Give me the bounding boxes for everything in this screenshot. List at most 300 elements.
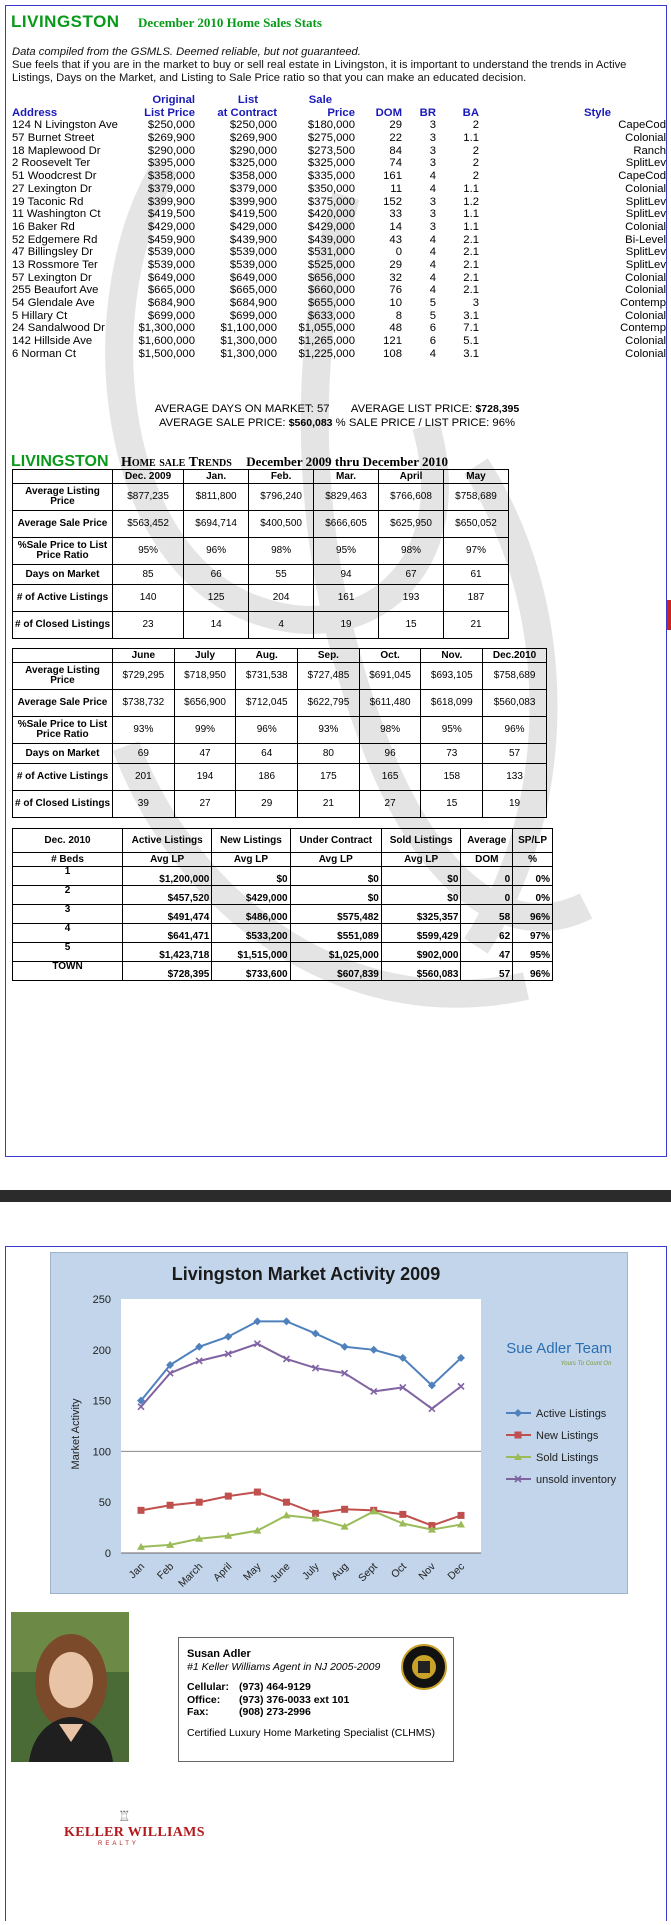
row-label: Average Listing Price [13, 663, 113, 690]
sale-sale: $1,055,000 [298, 322, 355, 335]
row-label: Average Listing Price [13, 484, 113, 511]
table-row [13, 663, 547, 690]
sale-ba: 1.1 [463, 220, 479, 233]
beds-cell: $599,429 [381, 924, 461, 943]
sale-br: 3 [429, 119, 436, 132]
chart-canvas [51, 1253, 629, 1595]
sale-addr: 19 Taconic Rd [12, 195, 84, 208]
sale-list: $358,000 [229, 170, 277, 183]
sale-addr: 54 Glendale Ave [12, 297, 95, 309]
sale-list: $269,900 [229, 132, 277, 145]
col-sale: Price [327, 106, 355, 119]
beds-cell: 0 [461, 867, 513, 886]
trends-label: Home sale Trends [120, 455, 232, 470]
beds-count: 4 [13, 924, 123, 943]
sale-ba: 3.1 [463, 347, 479, 360]
table-cell: 64 [236, 744, 298, 764]
sale-row [12, 170, 666, 183]
table-cell: 21 [444, 612, 509, 639]
table-cell: 125 [184, 585, 249, 612]
sale-br: 4 [429, 233, 436, 246]
beds-row [13, 886, 553, 905]
sale-addr: 5 Hillary Ct [12, 309, 68, 322]
beds-cell: $1,423,718 [123, 943, 212, 962]
beds-cell: $429,000 [212, 886, 290, 905]
sale-addr: 142 Hillside Ave [12, 335, 93, 348]
table-cell: 96 [359, 744, 421, 764]
sale-addr: 18 Maplewood Dr [12, 144, 101, 157]
x-tick-label: Jan [126, 1560, 148, 1582]
award-seal-icon [401, 1644, 447, 1690]
sale-list: $1,100,000 [220, 322, 277, 335]
table-cell: 80 [298, 744, 360, 764]
sale-list: $250,000 [229, 119, 277, 132]
beds-header: Under Contract [290, 829, 381, 853]
sale-addr: 6 Norman Ct [12, 347, 77, 360]
table-cell: $694,714 [184, 511, 249, 538]
business-card [178, 1637, 454, 1762]
sale-dom: 76 [389, 284, 402, 297]
table-cell: 98% [249, 538, 314, 565]
sale-ba: 3.1 [463, 309, 479, 322]
beds-cell: 96% [513, 962, 553, 981]
sale-row [12, 183, 666, 196]
sale-dom: 10 [389, 297, 402, 309]
table-cell: 95% [421, 717, 483, 744]
certification: Certified Luxury Home Marketing Specialist (CLHMS) [187, 1726, 435, 1739]
sales-header-top [12, 94, 666, 107]
sale-row [12, 246, 666, 259]
data-point [138, 1507, 145, 1514]
office-label: Office: [187, 1693, 221, 1706]
beds-cell: $607,839 [290, 962, 381, 981]
table-cell: $731,538 [236, 663, 298, 690]
beds-subheader: Avg LP [212, 853, 290, 867]
beds-cell: $0 [381, 867, 461, 886]
intro-text [12, 46, 664, 85]
sale-list: $399,900 [229, 195, 277, 208]
table-cell: $650,052 [444, 511, 509, 538]
table-cell: 94 [314, 565, 379, 585]
sale-style: CapeCod [618, 119, 666, 132]
beds-cell: $551,089 [290, 924, 381, 943]
sale-sale: $273,500 [307, 144, 355, 157]
beds-header: Sold Listings [381, 829, 461, 853]
sale-dom: 22 [389, 132, 402, 145]
sale-row [12, 208, 666, 221]
sale-list: $379,000 [229, 182, 277, 195]
data-point [254, 1489, 261, 1496]
row-label: Days on Market [13, 744, 113, 764]
report-subtitle: December 2010 Home Sales Stats [138, 15, 322, 30]
sale-dom: 32 [389, 271, 402, 284]
table-cell: 61 [444, 565, 509, 585]
sale-br: 3 [429, 132, 436, 145]
sale-style: Colonial [625, 132, 666, 145]
table-cell: 133 [483, 764, 547, 791]
x-tick-label: March [176, 1560, 206, 1590]
beds-row [13, 905, 553, 924]
table-row [13, 764, 547, 791]
sale-orig: $250,000 [147, 119, 195, 132]
sale-ba: 2.1 [463, 271, 479, 284]
sale-ba: 2 [472, 119, 479, 132]
table-cell: 98% [359, 717, 421, 744]
table-row [13, 744, 547, 764]
x-tick-label: June [267, 1560, 293, 1586]
table-cell: $400,500 [249, 511, 314, 538]
sale-orig: $269,900 [147, 132, 195, 145]
row-label: Average Sale Price [13, 511, 113, 538]
table-cell: 96% [483, 717, 547, 744]
avg-dom: 57 [316, 403, 330, 415]
sale-row [12, 259, 666, 272]
sale-sale: $1,265,000 [298, 335, 355, 348]
sale-list: $699,000 [229, 309, 277, 322]
table-row [13, 538, 509, 565]
sale-list: $665,000 [229, 284, 277, 297]
sale-row [12, 322, 666, 335]
table-row [13, 791, 547, 818]
sale-br: 4 [429, 347, 436, 360]
month-header: Dec.2010 [483, 649, 547, 663]
table-row [13, 565, 509, 585]
sale-br: 4 [429, 182, 436, 195]
table-cell: 97% [444, 538, 509, 565]
beds-cell: $491,474 [123, 905, 212, 924]
col-list: at Contract [217, 106, 277, 119]
sale-orig: $290,000 [147, 144, 195, 157]
table-cell: 161 [314, 585, 379, 612]
table-cell: $829,463 [314, 484, 379, 511]
sale-list: $539,000 [229, 246, 277, 259]
table-row [13, 612, 509, 639]
sale-addr: 16 Baker Rd [12, 220, 75, 233]
sale-br: 3 [429, 208, 436, 221]
beds-cell: 97% [513, 924, 553, 943]
x-tick-label: Dec [445, 1560, 468, 1583]
table-cell: $691,045 [359, 663, 421, 690]
beds-count: 3 [13, 905, 123, 924]
data-point [458, 1512, 465, 1519]
table-corner [13, 470, 113, 484]
col-orig-top: Original [152, 94, 195, 106]
sale-addr: 47 Billingsley Dr [12, 246, 93, 259]
beds-subheader: DOM [461, 853, 513, 867]
month-header: May [444, 470, 509, 484]
sale-style: Bi-Level [625, 233, 666, 246]
sale-row [12, 157, 666, 170]
sale-dom: 29 [389, 258, 402, 271]
table-cell: 21 [298, 791, 360, 818]
sale-row [12, 284, 666, 297]
avg-list-label: AVERAGE LIST PRICE: [350, 403, 473, 415]
sale-dom: 84 [389, 144, 402, 157]
x-tick-label: Sept [356, 1560, 380, 1585]
sale-row [12, 221, 666, 234]
row-label: # of Closed Listings [13, 612, 113, 639]
sale-addr: 27 Lexington Dr [12, 182, 92, 195]
row-label: # of Active Listings [13, 585, 113, 612]
table-cell: 73 [421, 744, 483, 764]
keller-williams-sub: REALTY [98, 1841, 139, 1847]
trends-title: LIVINGSTON [11, 453, 109, 470]
table-row [13, 717, 547, 744]
beds-cell: $486,000 [212, 905, 290, 924]
sale-style: Colonial [625, 335, 666, 348]
table-cell: $693,105 [421, 663, 483, 690]
sale-br: 4 [429, 271, 436, 284]
table-row [13, 585, 509, 612]
month-header: Dec. 2009 [113, 470, 184, 484]
table-cell: 95% [113, 538, 184, 565]
team-tagline: Yours To Count On [560, 1361, 612, 1367]
sale-ba: 7.1 [463, 322, 479, 335]
sale-sale: $375,000 [307, 195, 355, 208]
col-ba: BA [462, 106, 479, 119]
intro-body: Sue feels that if you are in the market to buy or sell real estate in Livingston, it is important to understand the trends in Active Listings, Days on the Market, and Listing to Sale Price ratio so that you can make an educated decision. [12, 59, 627, 84]
table-cell: 85 [113, 565, 184, 585]
avg-sale-label: AVERAGE SALE PRICE: [158, 417, 286, 429]
sale-row [12, 297, 666, 310]
beds-count: TOWN [13, 962, 123, 981]
legend-label: unsold inventory [536, 1474, 617, 1486]
x-tick-label: Oct [388, 1560, 409, 1581]
table-cell: 47 [174, 744, 236, 764]
sale-ba: 5.1 [463, 335, 479, 348]
beds-cell: 0% [513, 867, 553, 886]
sale-sale: $660,000 [307, 284, 355, 297]
sale-ba: 3 [472, 297, 479, 309]
agent-name: Susan Adler [187, 1648, 251, 1660]
table-cell: $877,235 [113, 484, 184, 511]
table-cell: $811,800 [184, 484, 249, 511]
avg-list: $728,395 [475, 403, 520, 415]
sale-addr: 51 Woodcrest Dr [12, 170, 97, 183]
sale-style: Colonial [625, 347, 666, 360]
table-cell: 4 [249, 612, 314, 639]
sale-orig: $665,000 [147, 284, 195, 297]
sale-list: $419,500 [229, 208, 277, 221]
sale-orig: $379,000 [147, 182, 195, 195]
y-tick-label: 0 [104, 1548, 111, 1560]
sale-sale: $420,000 [307, 208, 355, 221]
y-tick-label: 50 [98, 1497, 111, 1510]
table-corner [13, 649, 113, 663]
sales-list [12, 94, 666, 360]
table-cell: 194 [174, 764, 236, 791]
table-cell: 55 [249, 565, 314, 585]
sale-br: 3 [429, 144, 436, 157]
table-cell: 98% [379, 538, 444, 565]
beds-cell: 58 [461, 905, 513, 924]
col-dom: DOM [375, 106, 402, 119]
month-header: Sep. [298, 649, 360, 663]
sale-dom: 29 [389, 119, 402, 132]
row-label: Average Sale Price [13, 690, 113, 717]
beds-cell: 0 [461, 886, 513, 905]
row-label: # of Closed Listings [13, 791, 113, 818]
table-row [13, 690, 547, 717]
table-cell: 193 [379, 585, 444, 612]
beds-cell: $902,000 [381, 943, 461, 962]
sale-orig: $399,900 [147, 195, 195, 208]
table-cell: 19 [314, 612, 379, 639]
sale-br: 4 [429, 170, 436, 183]
sale-style: Colonial [625, 182, 666, 195]
sale-orig: $684,900 [147, 297, 195, 309]
table-cell: 204 [249, 585, 314, 612]
beds-row [13, 867, 553, 886]
table-cell: 69 [113, 744, 175, 764]
beds-cell: $0 [290, 886, 381, 905]
sale-style: SplitLev [625, 157, 666, 170]
beds-label: # Beds [13, 853, 123, 867]
trends-range: December 2009 thru December 2010 [246, 454, 448, 469]
table-cell: $563,452 [113, 511, 184, 538]
beds-subheader: Avg LP [123, 853, 212, 867]
beds-cell: $728,395 [123, 962, 212, 981]
beds-cell: 62 [461, 924, 513, 943]
sale-ba: 2.1 [463, 284, 479, 297]
beds-row [13, 943, 553, 962]
cell-label: Cellular: [187, 1681, 230, 1693]
table-cell: 57 [483, 744, 547, 764]
x-tick-label: May [240, 1560, 264, 1584]
month-header: Nov. [421, 649, 483, 663]
table-cell: $625,950 [379, 511, 444, 538]
x-tick-label: Feb [154, 1560, 177, 1582]
beds-corner: Dec. 2010 [13, 829, 123, 853]
edge-marker [667, 600, 671, 630]
sale-br: 4 [429, 258, 436, 271]
sale-orig: $1,500,000 [138, 347, 195, 360]
sale-dom: 161 [383, 170, 402, 183]
y-tick-label: 150 [92, 1395, 111, 1408]
data-point [196, 1499, 203, 1506]
table-cell: 95% [314, 538, 379, 565]
table-cell: 14 [184, 612, 249, 639]
sale-orig: $1,600,000 [138, 335, 195, 348]
table-cell: $666,605 [314, 511, 379, 538]
legend-label: New Listings [536, 1430, 599, 1442]
sale-addr: 24 Sandalwood Dr [12, 322, 105, 335]
avg-sale: $560,083 [288, 417, 333, 429]
legend-marker [514, 1409, 522, 1417]
sale-addr: 57 Lexington Dr [12, 271, 92, 284]
beds-cell: $641,471 [123, 924, 212, 943]
report-title: LIVINGSTON [11, 12, 120, 31]
table-cell: 39 [113, 791, 175, 818]
sale-row [12, 119, 666, 132]
beds-cell: $575,482 [290, 905, 381, 924]
table-cell: $656,900 [174, 690, 236, 717]
col-br: BR [419, 106, 436, 119]
beds-cell: $533,200 [212, 924, 290, 943]
x-tick-label: Aug [329, 1560, 351, 1583]
avg-ratio: 96% [492, 417, 516, 429]
table-cell: $727,485 [298, 663, 360, 690]
sale-dom: 43 [389, 233, 402, 246]
data-point [167, 1502, 174, 1509]
sale-ba: 1.1 [463, 132, 479, 145]
sale-style: Colonial [625, 271, 666, 284]
beds-count: 5 [13, 943, 123, 962]
sale-br: 5 [429, 309, 436, 322]
row-label: %Sale Price to List Price Ratio [13, 717, 113, 744]
beds-header: SP/LP [513, 829, 553, 853]
agent-tagline: #1 Keller Williams Agent in NJ 2005-2009 [187, 1660, 381, 1673]
beds-row [13, 962, 553, 981]
sale-style: SplitLev [625, 258, 666, 271]
table-cell: $622,795 [298, 690, 360, 717]
sale-list: $539,000 [229, 258, 277, 271]
sale-ba: 1.2 [463, 195, 479, 208]
beds-cell: $0 [290, 867, 381, 886]
sale-sale: $180,000 [307, 119, 355, 132]
beds-count: 2 [13, 886, 123, 905]
sale-orig: $429,000 [147, 220, 195, 233]
sale-dom: 74 [389, 157, 402, 170]
sale-style: Colonial [625, 284, 666, 297]
sale-sale: $655,000 [307, 297, 355, 309]
y-tick-label: 200 [92, 1344, 111, 1357]
sale-sale: $1,225,000 [298, 347, 355, 360]
row-label: Days on Market [13, 565, 113, 585]
table-cell: 99% [174, 717, 236, 744]
sale-addr: 124 N Livingston Ave [12, 119, 118, 132]
beds-header: New Listings [212, 829, 290, 853]
sale-sale: $325,000 [307, 157, 355, 170]
sale-orig: $419,500 [147, 208, 195, 221]
agent-photo [11, 1612, 129, 1762]
sale-addr: 57 Burnet Street [12, 132, 95, 145]
sale-addr: 2 Roosevelt Ter [12, 157, 91, 170]
month-header: April [379, 470, 444, 484]
sale-br: 6 [429, 335, 436, 348]
table-cell: $560,083 [483, 690, 547, 717]
sale-ba: 2.1 [463, 233, 479, 246]
legend-marker [515, 1432, 522, 1439]
sale-br: 3 [429, 157, 436, 170]
month-header: June [113, 649, 175, 663]
table-cell: $766,608 [379, 484, 444, 511]
sale-orig: $649,000 [147, 271, 195, 284]
table-cell: $618,099 [421, 690, 483, 717]
sale-dom: 121 [383, 335, 402, 348]
table-cell: $729,295 [113, 663, 175, 690]
beds-cell: $733,600 [212, 962, 290, 981]
beds-cell: $325,357 [381, 905, 461, 924]
month-header: Jan. [184, 470, 249, 484]
col-orig: List Price [144, 106, 195, 119]
sale-dom: 48 [389, 322, 402, 335]
table-cell: 29 [236, 791, 298, 818]
beds-cell: $560,083 [381, 962, 461, 981]
fax-number: (908) 273-2996 [239, 1706, 311, 1718]
data-point [399, 1511, 406, 1518]
sale-orig: $459,900 [147, 233, 195, 246]
fax-label: Fax: [187, 1706, 209, 1718]
month-header: Mar. [314, 470, 379, 484]
table-cell: 93% [113, 717, 175, 744]
y-axis-label: Market Activity [70, 1398, 82, 1470]
beds-cell: $457,520 [123, 886, 212, 905]
data-point [341, 1506, 348, 1513]
beds-row [13, 924, 553, 943]
sale-list: $1,300,000 [220, 347, 277, 360]
col-sale-top: Sale [308, 94, 332, 106]
